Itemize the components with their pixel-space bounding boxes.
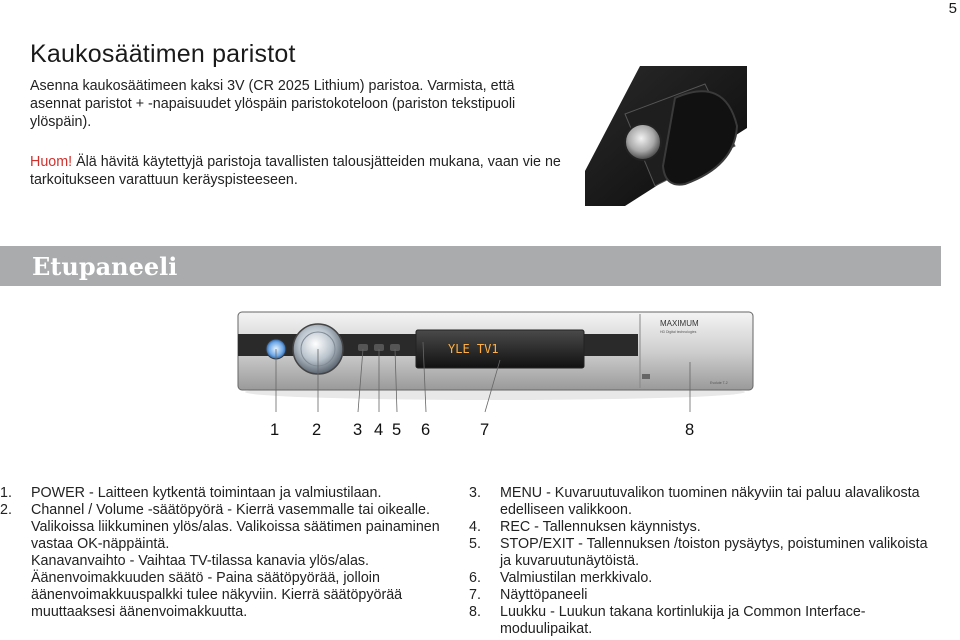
list-item-text: Äänenvoimakkuuden säätö - Paina säätöpyörää, jolloin äänenvoimakkuuspalkki tulee näkyviin. Kierrä säätöpyörää muuttaaksesi äänenvoimakkuutta. xyxy=(31,570,403,620)
list-item-continuation xyxy=(0,519,470,553)
callout-8: 8 xyxy=(685,421,695,439)
list-item-text: MENU - Kuvaruutuvalikon tuominen näkyviin tai paluu alavalikosta edelliseen valikkoon. xyxy=(500,485,920,518)
receiver-front-panel-image xyxy=(230,302,760,462)
warning-label: Huom! xyxy=(30,154,73,170)
list-item-text: STOP/EXIT - Tallennuksen /toiston pysäytys, poistuminen valikoista ja kuvaruutunäytöistä. xyxy=(500,536,928,569)
list-item-text: Valikoissa liikkuminen ylös/alas. Valikoissa säätimen painaminen vastaa OK-näppäintä. xyxy=(31,519,440,552)
list-item-text: Luukku - Luukun takana kortinlukija ja Common Interface-moduulipaikat. xyxy=(500,604,866,637)
list-item xyxy=(0,502,470,519)
callout-4: 4 xyxy=(374,421,384,439)
list-item-number: 3. xyxy=(469,485,481,501)
list-item-text: POWER - Laitteen kytkentä toimintaan ja valmiustilaan. xyxy=(31,485,382,501)
list-item-text: Valmiustilan merkkivalo. xyxy=(500,570,653,586)
list-item xyxy=(469,519,939,536)
callout-3: 3 xyxy=(353,421,363,439)
callout-1: 1 xyxy=(270,421,280,439)
list-item xyxy=(469,570,939,587)
list-item-text: Channel / Volume -säätöpyörä - Kierrä vasemmalle tai oikealle. xyxy=(31,502,430,518)
list-item-number: 5. xyxy=(469,536,481,552)
list-item-number: 7. xyxy=(469,587,481,603)
list-item-number: 4. xyxy=(469,519,481,535)
list-item-number: 6. xyxy=(469,570,481,586)
battery-section-title: Kaukosäätimen paristot xyxy=(30,40,296,68)
list-item-number: 8. xyxy=(469,604,481,620)
list-item xyxy=(469,604,939,638)
list-item-text: REC - Tallennuksen käynnistys. xyxy=(500,519,701,535)
display-panel-text: YLE TV1 xyxy=(448,342,499,356)
callout-2: 2 xyxy=(312,421,322,439)
brand-logo: MAXIMUM xyxy=(660,319,699,328)
list-item-continuation xyxy=(0,570,470,621)
list-item xyxy=(469,536,939,570)
battery-instruction: Asenna kaukosäätimeen kaksi 3V (CR 2025 Lithium) paristoa. Varmista, että asennat paristot + -napaisuudet ylöspäin paristokoteloon (pariston tekstipuoli ylöspäin). xyxy=(30,78,516,130)
callout-5: 5 xyxy=(392,421,402,439)
callout-7: 7 xyxy=(480,421,490,439)
front-panel-list-right xyxy=(469,485,939,638)
section-title: Etupaneeli xyxy=(32,252,178,281)
battery-compartment-photo xyxy=(585,66,747,206)
battery-warning: Huom! Älä hävitä käytettyjä paristoja tavallisten talousjätteiden mukana, vaan vie ne tarkoitukseen varattuun keräyspisteeseen. xyxy=(30,154,561,188)
callout-6: 6 xyxy=(421,421,431,439)
front-panel-list-left xyxy=(0,485,470,621)
list-item-text: Näyttöpaneeli xyxy=(500,587,588,603)
page-number: 5 xyxy=(948,0,957,17)
list-item-number: 1. xyxy=(0,485,12,501)
list-item xyxy=(469,485,939,519)
list-item-text: Kanavanvaihto - Vaihtaa TV-tilassa kanavia ylös/alas. xyxy=(31,553,370,569)
list-item-number: 2. xyxy=(0,502,12,518)
list-item xyxy=(0,485,470,502)
list-item-continuation xyxy=(0,553,470,570)
model-name: Evolute T-2 xyxy=(710,381,728,385)
brand-subtitle: HD Digital technologies xyxy=(660,330,697,334)
list-item xyxy=(469,587,939,604)
